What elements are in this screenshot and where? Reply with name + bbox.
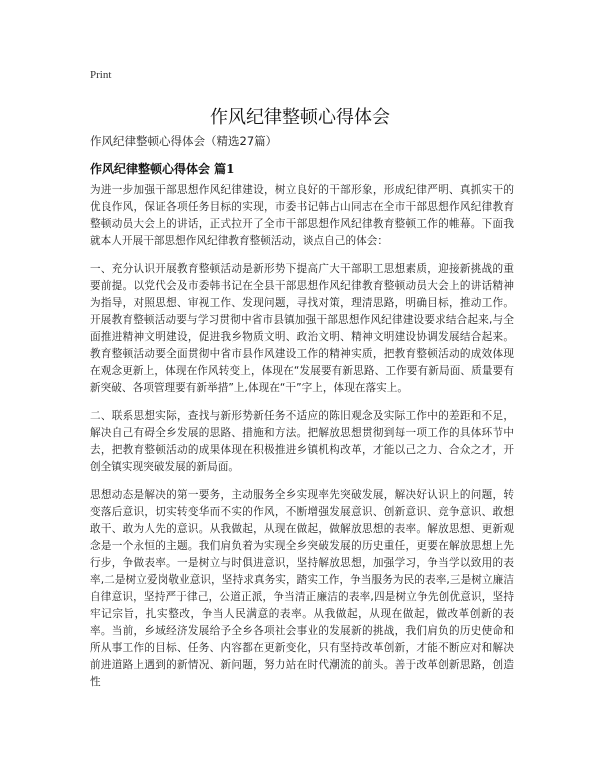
section-heading: 作风纪律整顿心得体会 篇1 [90,162,235,176]
paragraph-thinking: 思想动态是解决的第一要务，主动服务全乡实现率先突破发展，解决好认识上的问题，转变落后意识，切实转变华而不实的作风，不断增强发展意识、创新意识、竞争意识、敢想敢干、敢为人先的意识。从我做起，从现在做起，做解放思想的表率。解放思想、更新观念是一个永恒的主题。我们肩负着为实现全乡突破发展的历史重任，更要在解放思想上先行步，争做表率。一是树立与时俱进意识，坚持解放思想，加强学习，争当学以致用的表率,二是树立爱岗敬业意识，坚持求真务实，踏实工作，争当服务为民的表率,三是树立廉洁自律意识，坚持严于律己，公道正派，争当清正廉洁的表率,四是树立争先创优意识，坚持牢记宗旨，扎实整改，争当人民满意的表率。从我做起，从现在做起，做改革创新的表率。当前，乡域经济发展给予全乡各项社会事业的发展新的挑战，我们肩负的历史使命和所从事工作的目标、任务、内容都在更新变化，只有坚持改革创新，才能不断应对和解决前进道路上遇到的新情况、新问题，努力站在时代潮流的前头。善于改革创新思路，创造性 [90,489,514,688]
paragraph-intro: 为进一步加强干部思想作风纪律建设，树立良好的干部形象，形成纪律严明、真抓实干的优良作风，保证各项任务目标的实现，市委书记韩占山同志在全市干部思想作风纪律教育整顿动员大会上的讲话，正式拉开了全市干部思想作风纪律教育整顿工作的帷幕。下面我就本人开展干部思想作风纪律教育整顿活动，谈点自己的体会： [90,184,514,247]
page-title: 作风纪律整顿心得体会 [210,107,390,129]
document-subtitle: 作风纪律整顿心得体会（精选27篇） [90,134,278,148]
paragraph-point-two: 二、联系思想实际，查找与新形势新任务不适应的陈旧观念及实际工作中的差距和不足，解决自己有碍全乡发展的思路、措施和方法。把解放思想贯彻到每一项工作的具体环节中去，把教育整顿活动的成果体现在积极推进乡镇机构改革，才能以己之力、合众之才，开创全镇实现突破发展的新局面。 [90,410,514,473]
article-body [90,182,514,702]
print-label: Print [90,69,112,81]
paragraph-point-one: 一、充分认识开展教育整顿活动是新形势下提高广大干部职工思想素质，迎接新挑战的重要前提。以党代会及市委韩书记在全县干部思想作风纪律教育整顿动员大会上的讲话精神为指导，对照思想、审视工作、发现问题，寻找对策，理清思路，明确目标，推动工作。开展教育整顿活动要与学习贯彻中省市县镇加强干部思想作风纪律建设要求结合起来,与全面推进精神文明建设，促进我乡物质文明、政治文明、精神文明建设协调发展结合起来。教育整顿活动要全面贯彻中省市县作风建设工作的精神实质，把教育整顿活动的成效体现在观念更新上，体现在作风转变上，体现在“发展要有新思路、工作要有新局面、质量要有新突破、各项管理要有新举措”上,体现在“干”字上，体现在落实上。 [90,263,514,394]
